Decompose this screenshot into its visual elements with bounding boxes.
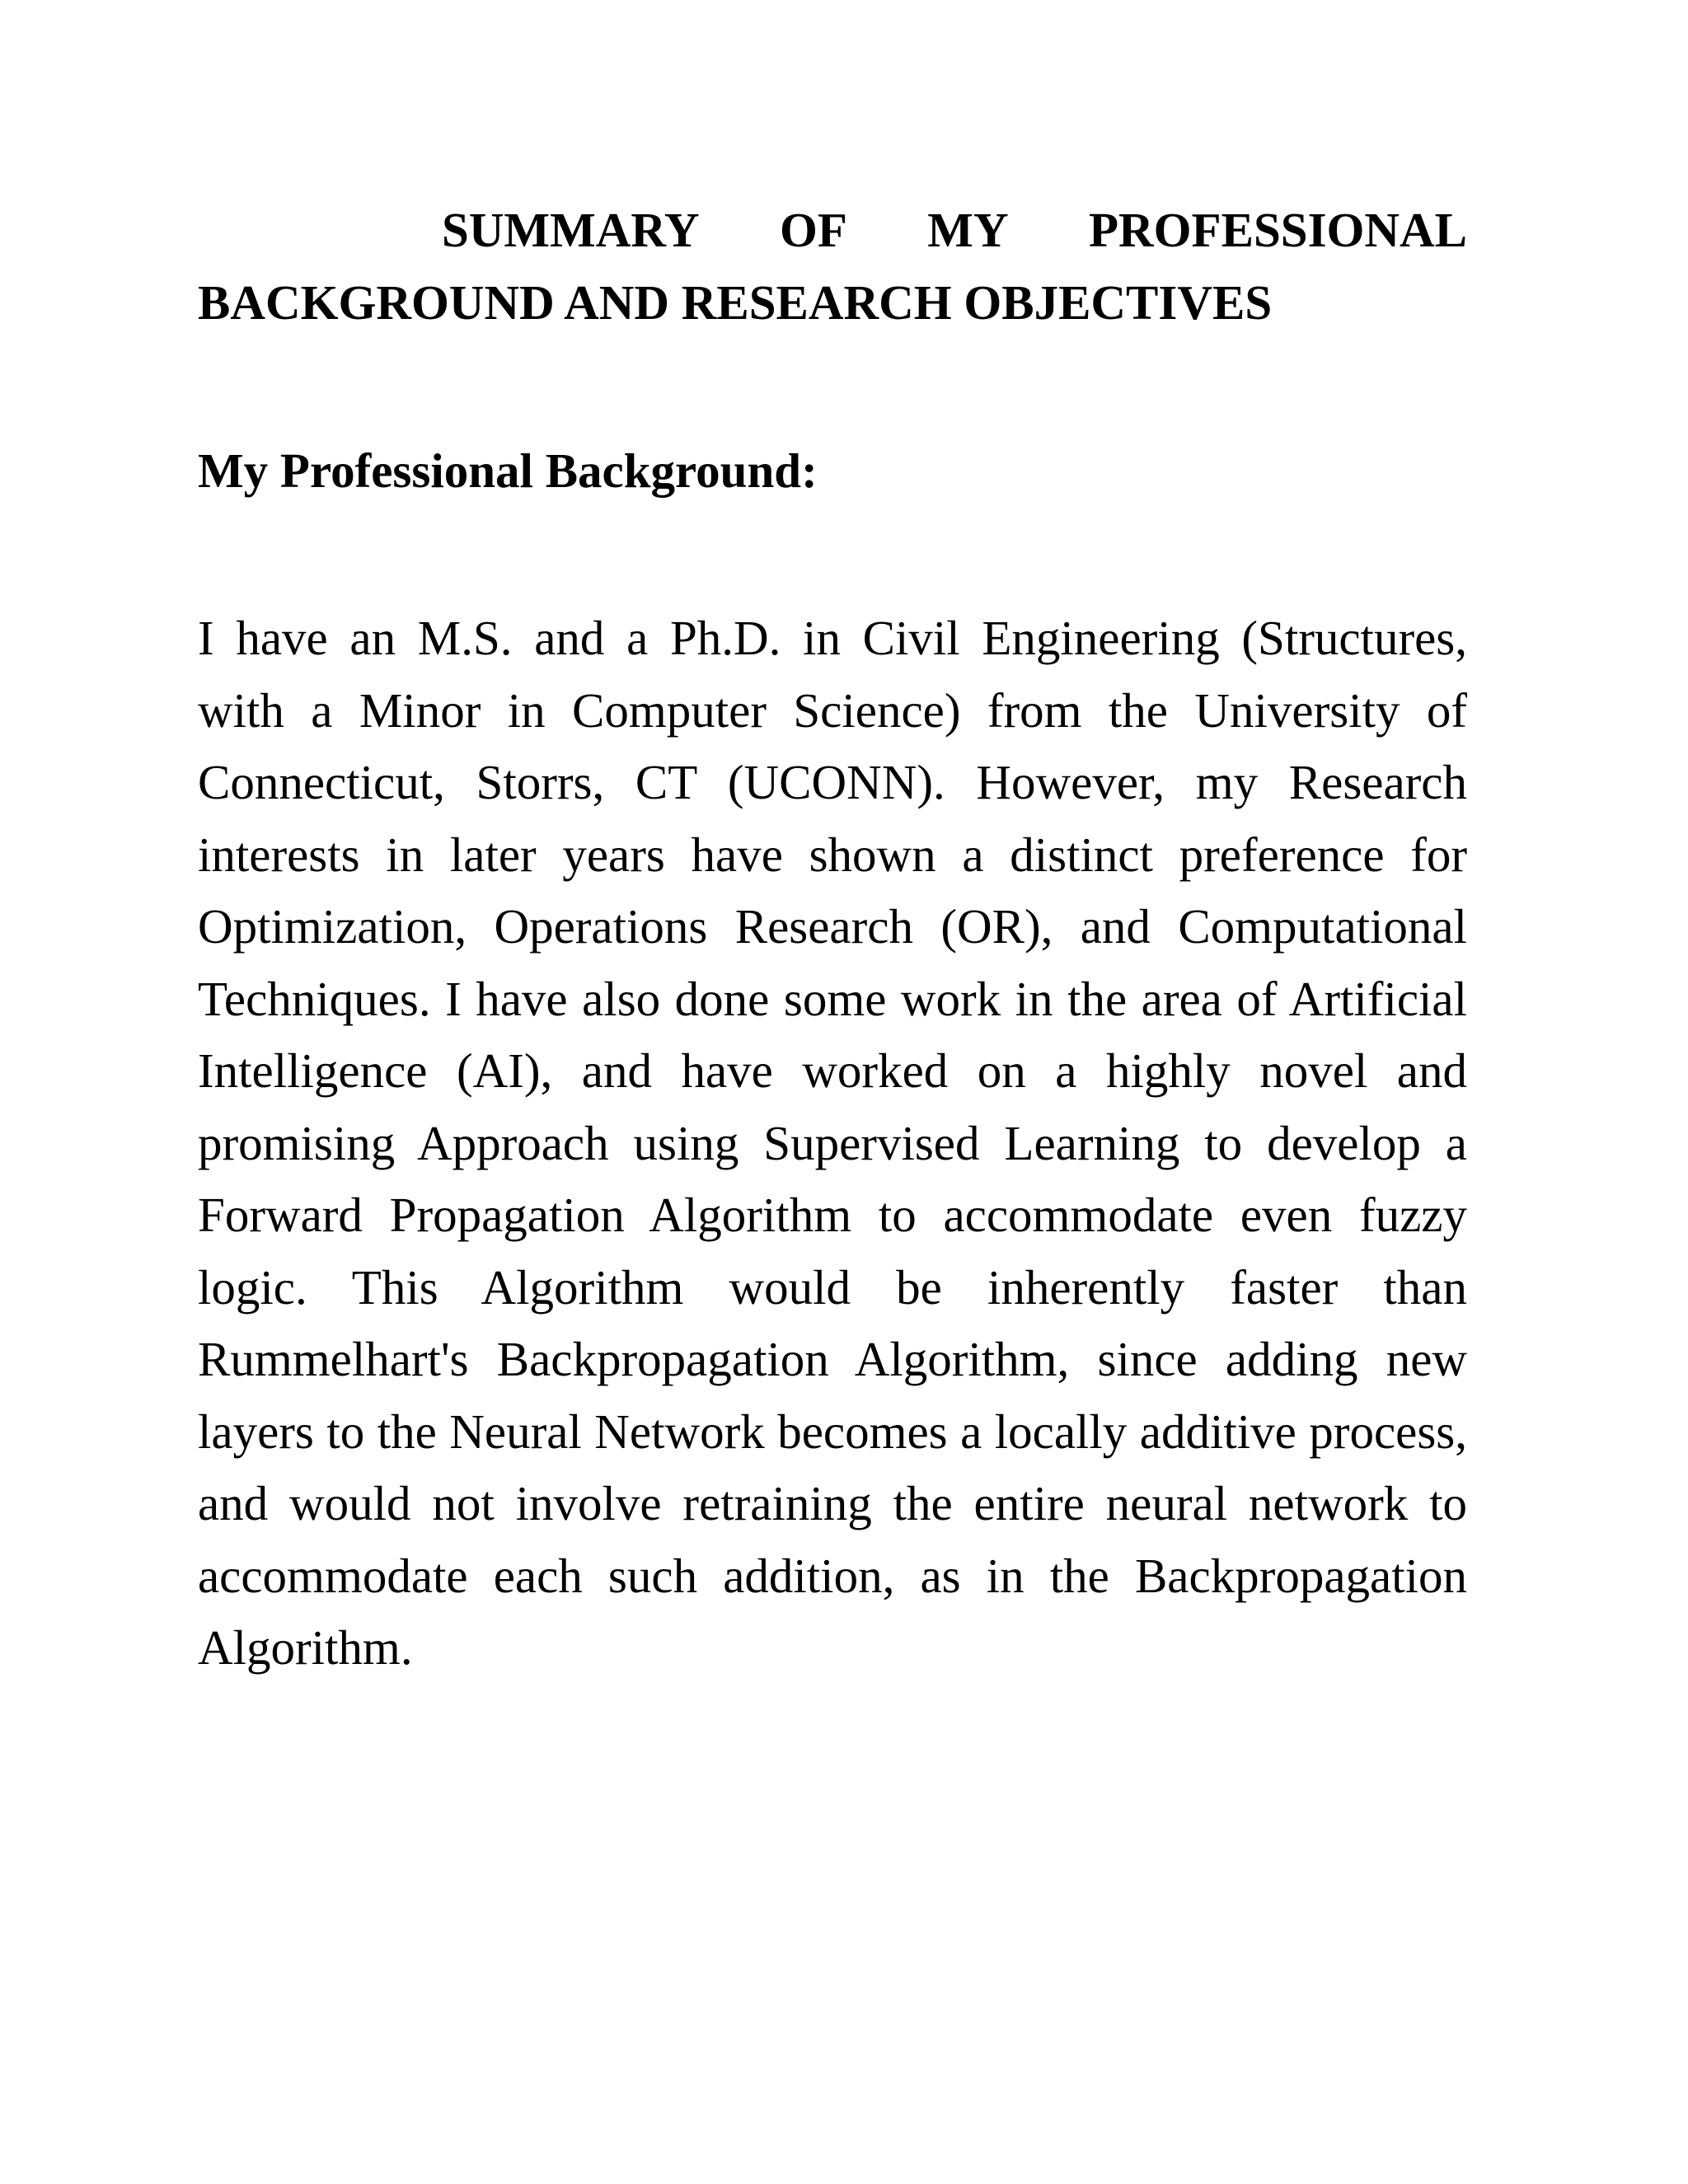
- document-title: SUMMARY OF MY PROFESSIONAL BACKGROUND AND RESEARCH OBJECTIVES: [198, 203, 1467, 330]
- page-content: [198, 194, 1467, 1685]
- section-heading-professional-background: My Professional Background:: [198, 443, 818, 498]
- professional-background-paragraph: I have an M.S. and a Ph.D. in Civil Engineering (Structures, with a Minor in Computer Science) from the University of Connecticut, Storrs, CT (UCONN). However, my Research interests in later years have shown a distinct preference for Optimization, Operations Research (OR), and Computational Techniques. I have also done some work in the area of Artificial Intelligence (AI), and have worked on a highly novel and promising Approach using Supervised Learning to develop a Forward Propagation Algorithm to accommodate even fuzzy logic. This Algorithm would be inherently faster than Rummelhart's Backpropagation Algorithm, since adding new layers to the Neural Network becomes a locally additive process, and would not involve retraining the entire neural network to accommodate each such addition, as in the Backpropagation Algorithm.: [198, 611, 1467, 1675]
